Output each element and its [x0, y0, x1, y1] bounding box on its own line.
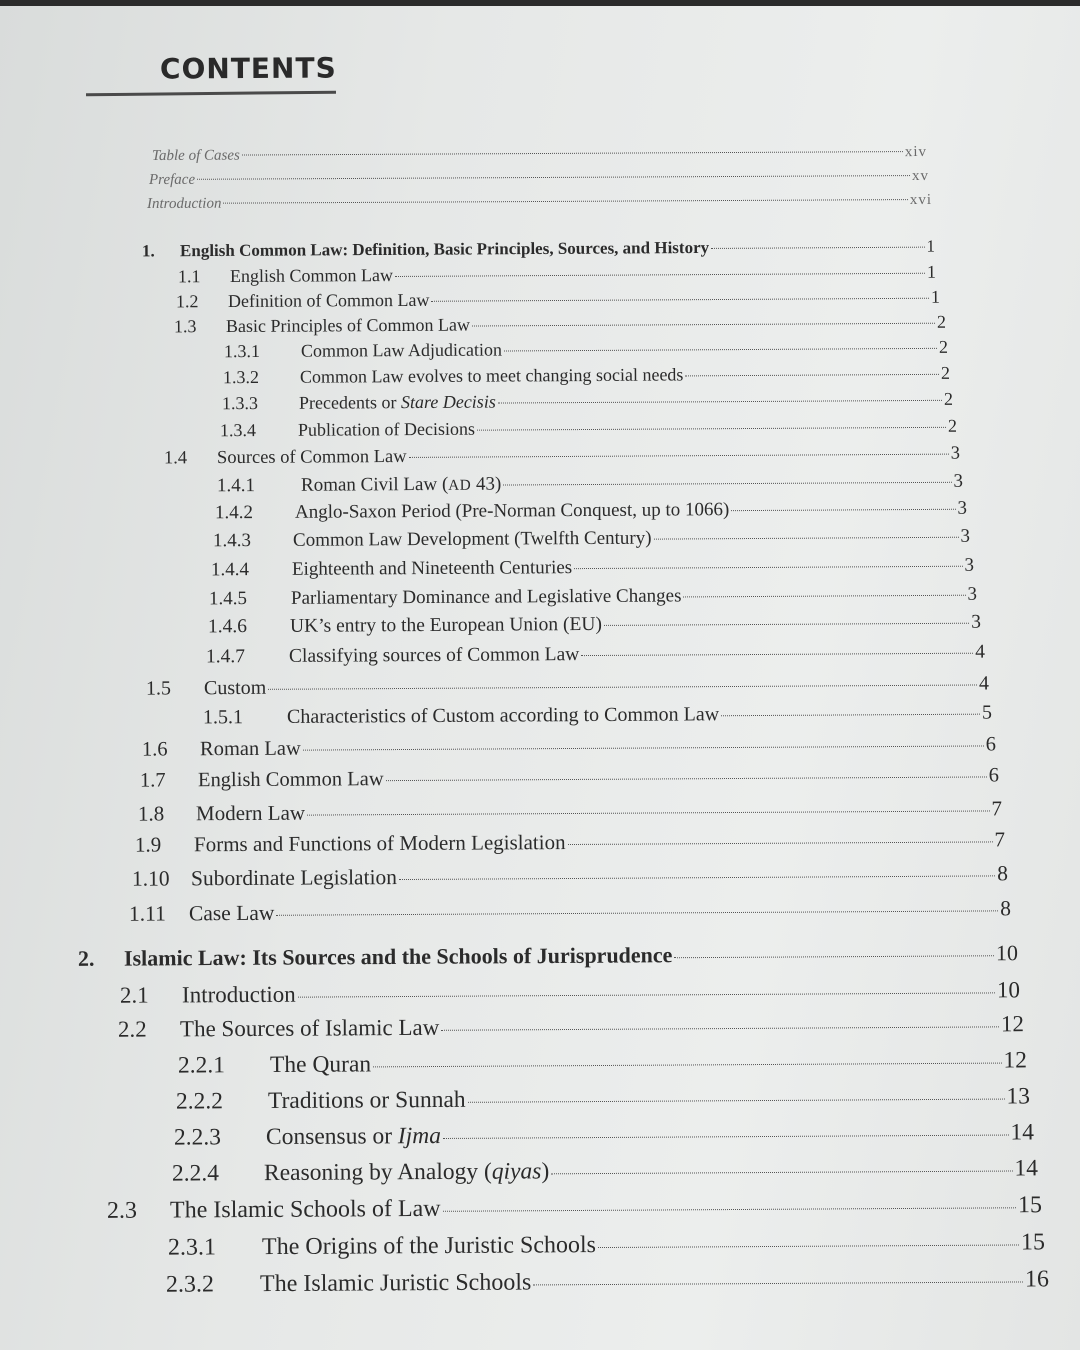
toc-page: 6	[985, 733, 997, 756]
toc-front-table-of-cases	[152, 144, 927, 165]
leader-dots	[472, 323, 935, 327]
toc-number: 2.1	[119, 982, 149, 1008]
toc-label: Common Law Development (Twelfth Century)	[292, 527, 652, 551]
toc-number: 2.2.2	[175, 1088, 224, 1115]
toc-label: The Sources of Islamic Law	[179, 1014, 440, 1042]
toc-entry-1-3-3	[222, 389, 953, 414]
toc-entry-1-7	[140, 764, 999, 792]
toc-label: Case Law	[188, 900, 275, 926]
leader-dots	[711, 247, 924, 249]
toc-label: English Common Law	[197, 768, 384, 792]
leader-dots	[223, 199, 907, 204]
toc-number: 2.3.1	[167, 1234, 217, 1261]
toc-entry-1-2	[176, 287, 940, 313]
leader-dots	[598, 1244, 1019, 1248]
toc-label-italic: qiyas	[491, 1158, 542, 1185]
toc-entry-2-2-1	[178, 1047, 1027, 1079]
leader-dots	[568, 841, 993, 845]
toc-page: 3	[967, 583, 978, 605]
toc-number: 1.4.6	[207, 616, 248, 638]
toc-number: 1.5	[145, 677, 172, 700]
toc-page: 2	[947, 415, 958, 436]
toc-number: 1.11	[128, 901, 166, 926]
toc-entry-1-8	[138, 796, 1002, 826]
toc-number: 1.8	[137, 801, 165, 826]
toc-entry-1-1	[178, 262, 936, 288]
toc-page: 8	[997, 861, 1009, 886]
toc-number: 1.3	[173, 316, 197, 337]
toc-label: English Common Law	[229, 265, 394, 286]
toc-page: 4	[978, 672, 990, 695]
toc-page: 16	[1024, 1266, 1050, 1293]
toc-front-introduction	[147, 192, 932, 213]
toc-number: 1.1	[177, 266, 201, 287]
toc-label	[266, 1123, 441, 1151]
toc-entry-1-5-1	[203, 702, 992, 730]
toc-page: 6	[988, 764, 1000, 787]
leader-dots	[307, 810, 989, 815]
toc-entry-1-4-6	[208, 612, 981, 639]
toc-number: 2.	[77, 945, 95, 971]
toc-page: 15	[1020, 1229, 1046, 1256]
leader-dots	[441, 1026, 999, 1030]
toc-number: 1.4.4	[210, 559, 250, 581]
toc-entry-1-9	[135, 827, 1005, 857]
toc-page: 1	[926, 236, 936, 256]
toc-entry-2-3-1	[168, 1229, 1045, 1261]
toc-number: 1.10	[131, 866, 170, 891]
toc-label-italic: Ijma	[397, 1122, 442, 1150]
leader-dots	[683, 595, 965, 598]
leader-dots	[303, 745, 984, 750]
leader-dots	[268, 684, 977, 689]
leader-dots	[674, 955, 994, 958]
toc-label: Parliamentary Dominance and Legislative Changes	[290, 585, 682, 609]
leader-dots	[468, 1099, 1005, 1103]
toc-label: Sources of Common Law	[216, 446, 407, 469]
leader-dots	[581, 653, 973, 656]
toc-entry-1-3-4	[220, 416, 957, 442]
toc-label	[299, 392, 496, 414]
toc-label: Custom	[203, 676, 267, 700]
toc-chapter-1	[142, 237, 935, 262]
toc-entry-1-3-1	[224, 337, 948, 362]
toc-label: The Quran	[269, 1051, 372, 1079]
toc-entry-1-4-2	[215, 498, 967, 525]
toc-label: Roman Law	[199, 737, 301, 761]
toc-label-text: Reasoning by Analogy (	[263, 1158, 492, 1187]
toc-page: 10	[995, 940, 1019, 966]
toc-number: 1.3.1	[223, 340, 261, 362]
leader-dots	[242, 151, 903, 155]
toc-number: 1.4.3	[212, 530, 252, 552]
toc-number: 1.4.1	[216, 475, 256, 497]
toc-page: 2	[938, 336, 949, 357]
leader-dots	[731, 509, 955, 511]
toc-entry-1-5	[146, 672, 989, 700]
toc-page: xiv	[904, 143, 928, 161]
leader-dots	[443, 1135, 1009, 1139]
toc-number: 1.4.7	[205, 646, 246, 668]
toc-number: 1.7	[139, 769, 166, 792]
toc-number: 2.3.2	[165, 1271, 215, 1298]
toc-page: 3	[971, 611, 982, 633]
toc-entry-1-3	[174, 312, 946, 338]
toc-front-preface	[149, 168, 929, 189]
toc-label: Classifying sources of Common Law	[288, 644, 580, 667]
leader-dots	[276, 910, 998, 915]
leader-dots	[298, 992, 995, 997]
leader-dots	[373, 1063, 1001, 1068]
toc-label: UK’s entry to the European Union (EU)	[289, 613, 602, 637]
leader-dots	[443, 1207, 1016, 1212]
toc-page: 10	[996, 977, 1021, 1003]
toc-number: 2.2	[117, 1016, 147, 1042]
leader-dots	[431, 298, 929, 302]
toc-page: 12	[1003, 1047, 1028, 1074]
toc-entry-2-1	[120, 977, 1020, 1008]
toc-number: 1.5.1	[202, 706, 244, 729]
toc-number: 2.2.3	[173, 1124, 222, 1151]
toc-label-text: Consensus or	[265, 1123, 398, 1151]
toc-entry-1-4-1	[217, 471, 963, 498]
leader-dots	[721, 714, 980, 717]
toc-page: 3	[960, 525, 971, 547]
leader-dots	[395, 273, 925, 277]
toc-number: 1.3.3	[221, 393, 259, 414]
toc-entry-1-10	[132, 861, 1008, 891]
toc-label: Introduction	[146, 195, 222, 213]
toc-entry-2-2-4	[172, 1155, 1038, 1187]
leader-dots	[498, 400, 942, 404]
toc-number: 2.2.4	[171, 1160, 220, 1187]
toc-entry-1-4	[164, 444, 960, 470]
toc-label: The Islamic Schools of Law	[169, 1195, 441, 1224]
toc-page: 3	[950, 443, 961, 464]
toc-page: 2	[936, 311, 947, 332]
toc-entry-1-4-3	[213, 526, 970, 553]
toc-entry-1-3-2	[223, 363, 950, 388]
toc-entry-2-3-2	[166, 1266, 1049, 1298]
toc-label: Subordinate Legislation	[190, 865, 398, 891]
toc-entry-1-6	[142, 733, 996, 761]
leader-dots	[604, 623, 969, 626]
toc-label-text-end: 43)	[471, 473, 502, 495]
toc-label	[264, 1158, 549, 1187]
toc-page: xvi	[909, 191, 933, 209]
leader-dots	[504, 348, 937, 352]
leader-dots	[386, 776, 987, 781]
toc-label: Table of Cases	[151, 147, 240, 165]
toc-entry-2-3	[107, 1192, 1042, 1225]
toc-page: 15	[1017, 1192, 1043, 1219]
toc-label: Publication of Decisions	[297, 418, 476, 440]
toc-entry-1-11	[129, 896, 1011, 926]
toc-label: Forms and Functions of Modern Legislation	[193, 830, 566, 857]
leader-dots	[197, 175, 910, 180]
toc-label: Definition of Common Law	[227, 289, 430, 312]
toc-label: English Common Law: Definition, Basic Principles, Sources, and History	[179, 237, 710, 261]
toc-page: 14	[1014, 1155, 1039, 1182]
toc-page: 2	[940, 362, 951, 383]
toc-page: 5	[981, 701, 993, 724]
toc-page: 2	[943, 388, 954, 409]
toc-label-italic: Stare Decisis	[400, 391, 496, 413]
toc-page: xv	[911, 167, 930, 185]
toc-label: Introduction	[181, 981, 296, 1008]
toc-label: Preface	[148, 171, 196, 189]
leader-dots	[685, 374, 939, 377]
toc-page: 8	[1000, 896, 1012, 921]
leader-dots	[533, 1281, 1023, 1285]
toc-page: 7	[991, 796, 1003, 821]
toc-number: 1.3.4	[219, 420, 257, 441]
toc-page: 7	[994, 827, 1006, 852]
toc-number: 1.4.2	[214, 502, 254, 524]
toc-number: 1.4	[163, 448, 188, 469]
toc-label-smallcaps: AD	[448, 476, 472, 494]
toc-number: 1.4.5	[208, 588, 248, 610]
leader-dots	[477, 427, 946, 431]
toc-page: 12	[1000, 1011, 1025, 1037]
toc-page: 1	[926, 261, 937, 282]
toc-number: 1.6	[141, 738, 168, 761]
toc-number: 1.	[141, 241, 155, 261]
toc-page: 3	[957, 497, 968, 519]
leader-dots	[574, 566, 962, 569]
leader-dots	[399, 875, 995, 880]
toc-label: Basic Principles of Common Law	[225, 314, 471, 337]
toc-label: The Origins of the Juristic Schools	[261, 1232, 597, 1261]
leader-dots	[551, 1171, 1012, 1175]
leader-dots	[409, 454, 949, 458]
toc-label: Islamic Law: Its Sources and the Schools of Jurisprudence	[123, 942, 673, 971]
toc-page: 1	[930, 286, 941, 307]
toc-number: 1.3.2	[222, 367, 260, 388]
toc-entry-1-4-4	[211, 555, 974, 582]
toc-page: 3	[964, 554, 975, 576]
toc-page: 4	[975, 641, 986, 663]
toc-label: Characteristics of Custom according to Common Law	[286, 703, 720, 728]
toc-entry-2-2-2	[176, 1083, 1030, 1115]
leader-dots	[503, 482, 951, 486]
toc-label: Traditions or Sunnah	[267, 1086, 466, 1115]
toc-label: The Islamic Juristic Schools	[259, 1269, 532, 1298]
toc-number: 2.3	[106, 1197, 138, 1224]
toc-label	[301, 474, 501, 497]
toc-page: 3	[953, 470, 964, 492]
toc-entry-2-2-3	[174, 1119, 1034, 1151]
toc-label-text: Roman Civil Law (	[300, 473, 449, 496]
toc-chapter-2	[78, 940, 1018, 972]
toc-number: 1.9	[134, 832, 162, 857]
toc-entry-1-4-7	[206, 642, 985, 669]
toc-label-text: Precedents or	[298, 392, 402, 413]
contents-heading: CONTENTS	[159, 51, 337, 86]
toc-label: Modern Law	[195, 800, 306, 826]
toc-label: Common Law evolves to meet changing social needs	[299, 364, 684, 387]
toc-number: 2.2.1	[177, 1052, 226, 1079]
toc-label: Eighteenth and Nineteenth Centuries	[291, 557, 573, 580]
toc-label: Anglo-Saxon Period (Pre-Norman Conquest, up to 1066)	[294, 499, 730, 523]
toc-label-text-end: )	[541, 1158, 550, 1185]
toc-page: 13	[1006, 1083, 1031, 1110]
leader-dots	[654, 537, 959, 540]
toc-number: 1.2	[175, 291, 199, 312]
toc-label: Common Law Adjudication	[300, 339, 503, 361]
toc-page: 14	[1010, 1119, 1035, 1146]
toc-entry-1-4-5	[209, 584, 977, 611]
toc-entry-2-2	[118, 1011, 1024, 1043]
